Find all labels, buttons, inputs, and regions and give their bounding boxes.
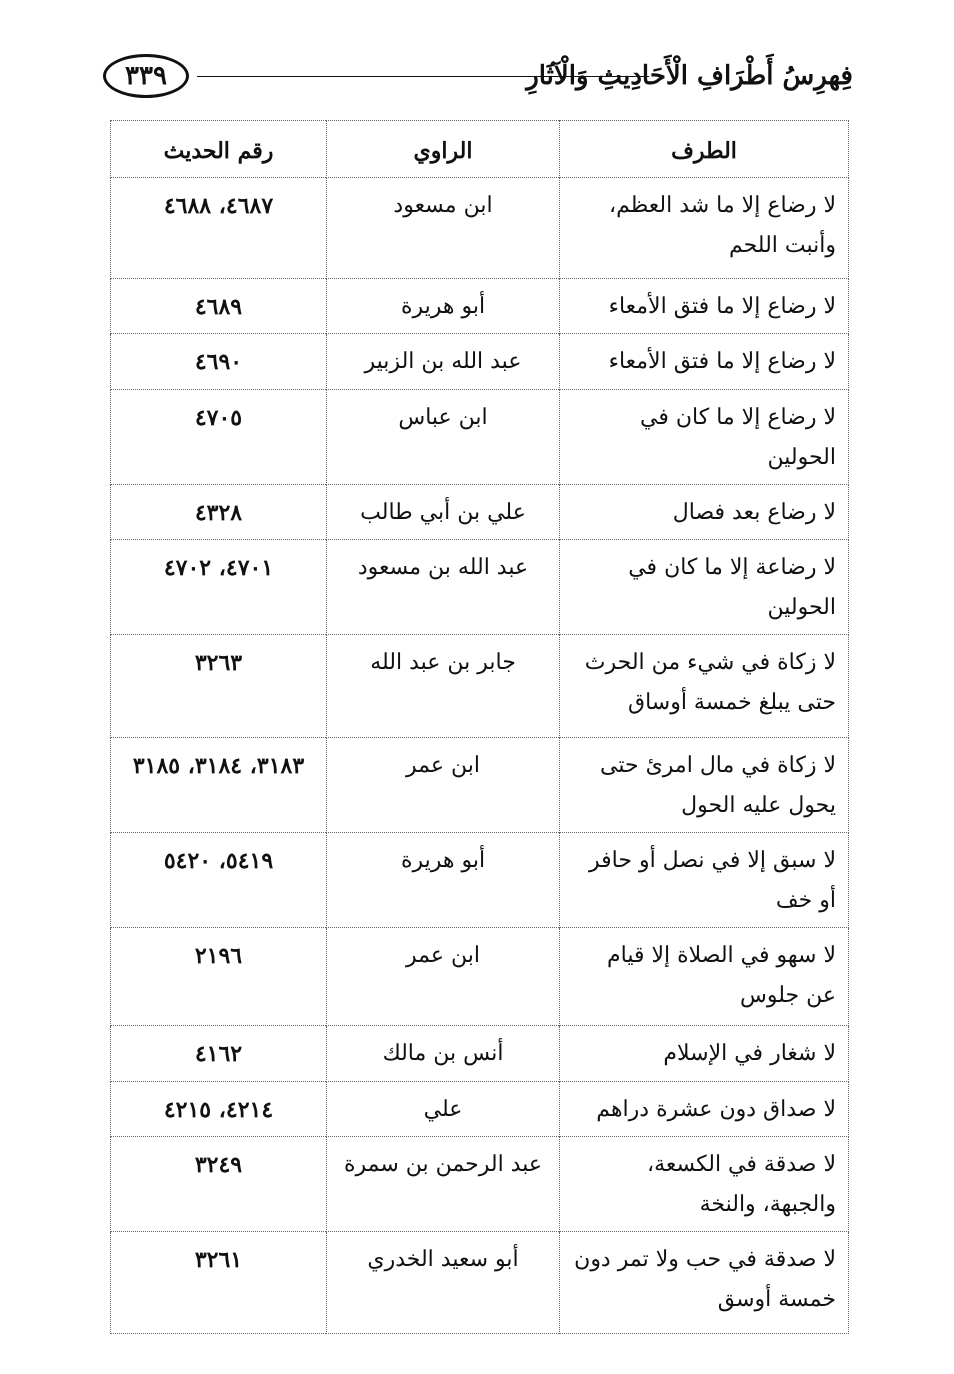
running-title: فِهرِسُ أَطْرَافِ الْأَحَادِيثِ وَالْآثَارِ bbox=[526, 61, 853, 91]
table-row bbox=[111, 833, 849, 928]
table-row bbox=[111, 334, 849, 390]
table-row bbox=[111, 178, 849, 279]
hadith-number-cell: ٤٦٩٠ bbox=[111, 334, 327, 390]
hadith-number-cell: ٣٢٦١ bbox=[111, 1232, 327, 1334]
tarf-cell: لا سبق إلا في نصل أو حافر أو خف bbox=[560, 833, 849, 928]
table-row bbox=[111, 738, 849, 833]
table-header-row bbox=[111, 121, 849, 178]
table-row bbox=[111, 635, 849, 738]
hadith-number-cell: ٤٦٨٧، ٤٦٨٨ bbox=[111, 178, 327, 279]
tarf-cell: لا صدقة في الكسعة، والجبهة، والنخة bbox=[560, 1137, 849, 1232]
table-row bbox=[111, 1026, 849, 1082]
table-row bbox=[111, 1232, 849, 1334]
hadith-number-cell: ٤٧٠٥ bbox=[111, 390, 327, 485]
table-row bbox=[111, 1137, 849, 1232]
tarf-cell: لا رضاع إلا ما شد العظم، وأنبت اللحم bbox=[560, 178, 849, 279]
hadith-number-cell: ٣٢٦٣ bbox=[111, 635, 327, 738]
hadith-number-cell: ٤١٦٢ bbox=[111, 1026, 327, 1082]
rawi-cell: علي bbox=[327, 1082, 560, 1137]
hadith-number-cell: ٣٢٤٩ bbox=[111, 1137, 327, 1232]
column-header-tarf: الطرف bbox=[560, 121, 849, 178]
tarf-cell: لا صدقة في حب ولا تمر دون خمسة أوسق bbox=[560, 1232, 849, 1334]
column-header-number: رقم الحديث bbox=[111, 121, 327, 178]
hadith-number-cell: ٢١٩٦ bbox=[111, 928, 327, 1026]
rawi-cell: جابر بن عبد الله bbox=[327, 635, 560, 738]
rawi-cell: عبد الله بن مسعود bbox=[327, 540, 560, 635]
column-header-rawi: الراوي bbox=[327, 121, 560, 178]
rawi-cell: عبد الله بن الزبير bbox=[327, 334, 560, 390]
hadith-number-cell: ٤٦٨٩ bbox=[111, 279, 327, 334]
tarf-cell: لا رضاع بعد فصال bbox=[560, 485, 849, 540]
rawi-cell: علي بن أبي طالب bbox=[327, 485, 560, 540]
hadith-number-cell: ٥٤١٩، ٥٤٢٠ bbox=[111, 833, 327, 928]
rawi-cell: ابن عمر bbox=[327, 738, 560, 833]
table-row bbox=[111, 485, 849, 540]
rawi-cell: ابن عباس bbox=[327, 390, 560, 485]
table-row bbox=[111, 1082, 849, 1137]
rawi-cell: أبو هريرة bbox=[327, 279, 560, 334]
tarf-cell: لا رضاع إلا ما فتق الأمعاء bbox=[560, 279, 849, 334]
table-row bbox=[111, 279, 849, 334]
tarf-cell: لا رضاع إلا ما فتق الأمعاء bbox=[560, 334, 849, 390]
rawi-cell: ابن مسعود bbox=[327, 178, 560, 279]
hadith-index-table bbox=[110, 120, 849, 1334]
table-row bbox=[111, 540, 849, 635]
hadith-number-cell: ٣١٨٣، ٣١٨٤، ٣١٨٥ bbox=[111, 738, 327, 833]
tarf-cell: لا زكاة في شيء من الحرث حتى يبلغ خمسة أوساق bbox=[560, 635, 849, 738]
hadith-number-cell: ٤٧٠١، ٤٧٠٢ bbox=[111, 540, 327, 635]
rawi-cell: أبو سعيد الخدري bbox=[327, 1232, 560, 1334]
hadith-number-cell: ٤٣٢٨ bbox=[111, 485, 327, 540]
tarf-cell: لا صداق دون عشرة دراهم bbox=[560, 1082, 849, 1137]
page-header bbox=[103, 54, 853, 104]
tarf-cell: لا زكاة في مال امرئ حتى يحول عليه الحول bbox=[560, 738, 849, 833]
rawi-cell: ابن عمر bbox=[327, 928, 560, 1026]
rawi-cell: عبد الرحمن بن سمرة bbox=[327, 1137, 560, 1232]
tarf-cell: لا رضاع إلا ما كان في الحولين bbox=[560, 390, 849, 485]
rawi-cell: أنس بن مالك bbox=[327, 1026, 560, 1082]
tarf-cell: لا رضاعة إلا ما كان في الحولين bbox=[560, 540, 849, 635]
tarf-cell: لا سهو في الصلاة إلا قيام عن جلوس bbox=[560, 928, 849, 1026]
table-row bbox=[111, 390, 849, 485]
tarf-cell: لا شغار في الإسلام bbox=[560, 1026, 849, 1082]
rawi-cell: أبو هريرة bbox=[327, 833, 560, 928]
hadith-number-cell: ٤٢١٤، ٤٢١٥ bbox=[111, 1082, 327, 1137]
table-row bbox=[111, 928, 849, 1026]
page-number-badge: ٣٣٩ bbox=[103, 54, 189, 98]
